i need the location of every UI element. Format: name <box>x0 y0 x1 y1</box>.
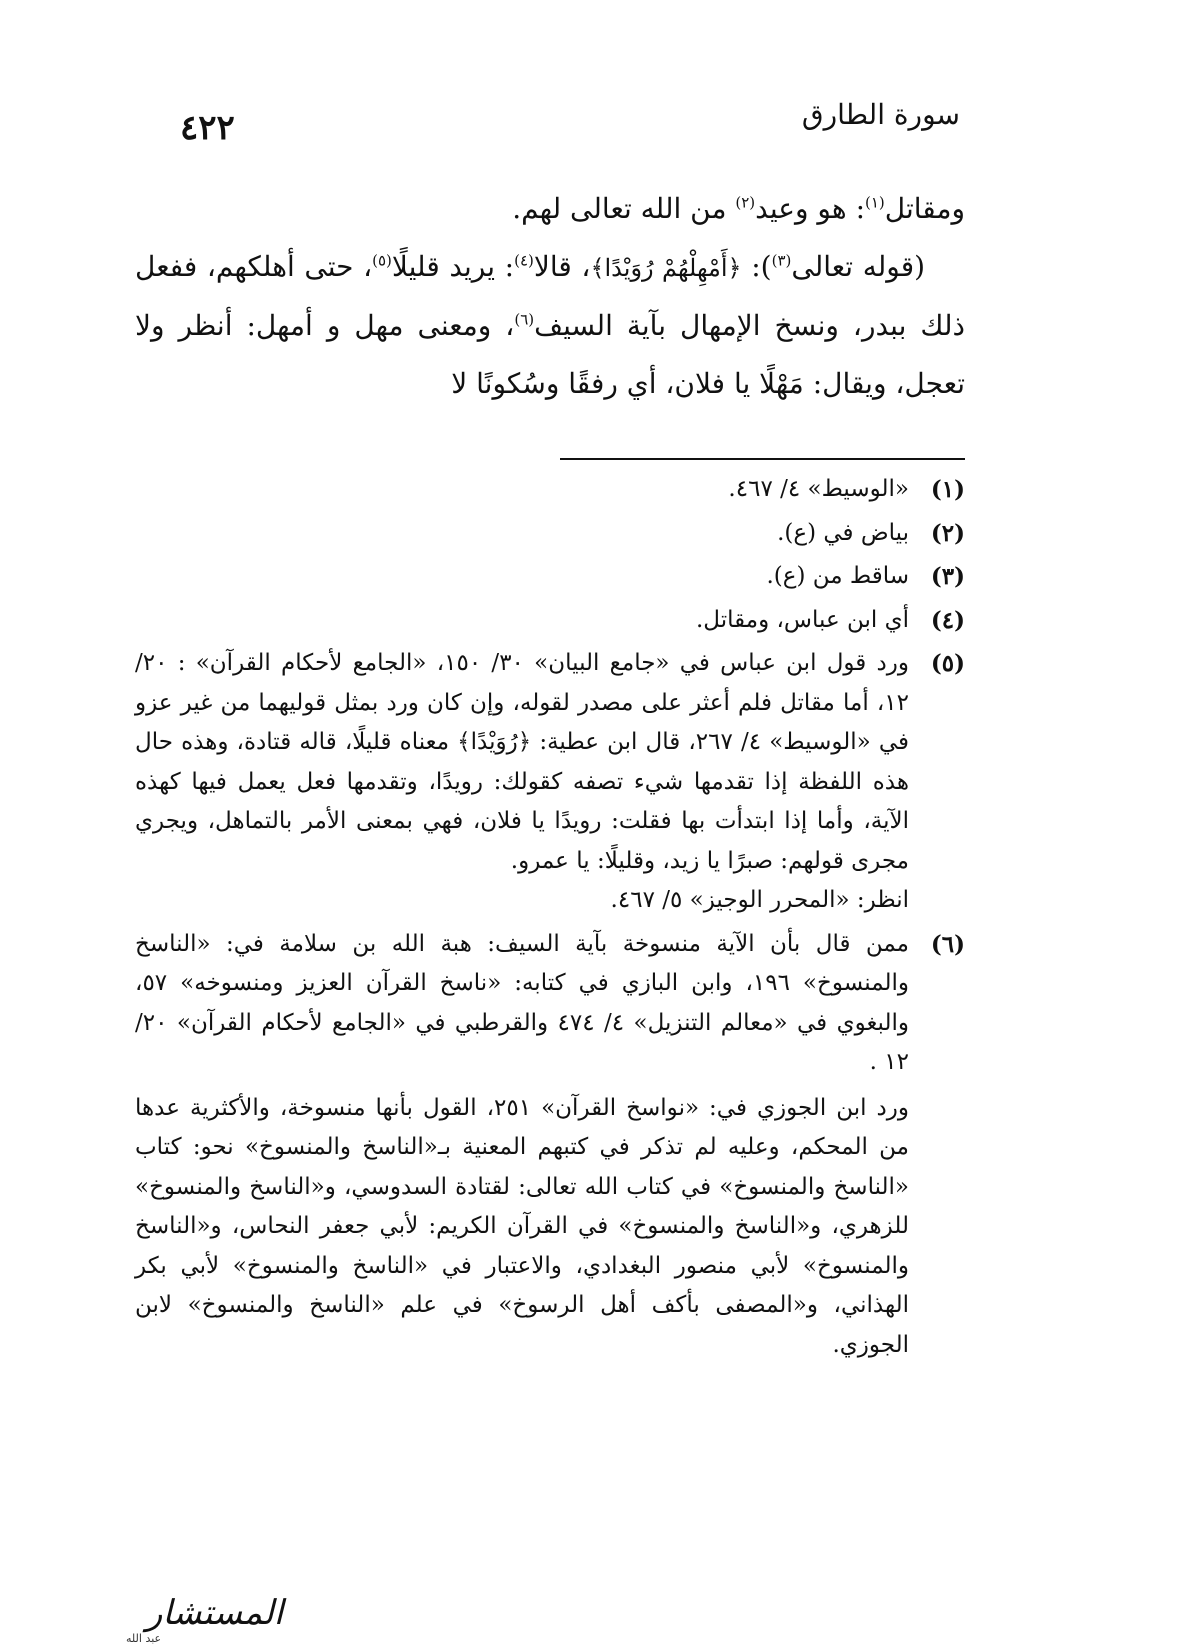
footnote-number: (٣) <box>930 563 965 590</box>
footnote-ref: (٢) <box>735 193 756 212</box>
footnote <box>135 514 965 554</box>
paragraph-2 <box>135 238 965 413</box>
footnote-ref: (٦) <box>514 310 535 329</box>
text-run: ): <box>741 250 772 283</box>
footnote-ref: (٥) <box>372 251 392 270</box>
footnote-continuation: ورد ابن الجوزي في: «نواسخ القرآن» ٢٥١، القول بأنها منسوخة، والأكثرية عدها من المحكم، وعليه لم تذكر في كتبهم المعنية بـ«الناسخ والمنسوخ» نحو: كتاب «الناسخ والمنسوخ» في كتاب الله تعالى: لقتادة السدوسي، و«الناسخ والمنسوخ» للزهري، و«الناسخ والمنسوخ» في القرآن الكريم: لأبي جعفر النحاس، و«الناسخ والمنسوخ» لأبي منصور البغدادي، والاعتبار في «الناسخ والمنسوخ» لأبي بكر الهذاني، و«المصفى بأكف أهل الرسوخ» في علم «الناسخ والمنسوخ» لابن الجوزي. <box>135 1094 909 1358</box>
footnote-text: بياض في (ع). <box>777 519 909 546</box>
footnote-ref: (١) <box>865 193 885 212</box>
footnote <box>135 644 965 921</box>
publisher-logo <box>6 1588 284 1646</box>
paragraph-1 <box>135 180 965 238</box>
page-header <box>180 98 960 148</box>
footnote-text: ممن قال بأن الآية منسوخة بآية السيف: هبة الله بن سلامة في: «الناسخ والمنسوخ» ١٩٦، وابن البازي في كتابه: «ناسخ القرآن العزيز ومنسوخه» ٥٧، والبغوي في «معالم التنزيل» ٤/ ٤٧٤ والقرطبي في «الجامع لأحكام القرآن» ٢٠/ ١٢ . <box>135 930 909 1075</box>
footnote-ref: (٣) <box>771 251 792 270</box>
footnote-number: (١) <box>930 476 965 503</box>
footnote-number: (٢) <box>930 519 965 547</box>
text-run: : يريد قليلًا <box>391 250 515 283</box>
footnote <box>135 601 965 641</box>
quran-verse: ﴿أَمْهِلْهُمْ رُوَيْدًا﴾ <box>590 254 742 282</box>
text-run: ومقاتل <box>884 192 965 225</box>
text-run: ، قالا <box>533 250 591 283</box>
text-run: من الله تعالى لهم. <box>512 192 736 225</box>
text-run: (قوله تعالى <box>791 250 926 283</box>
surah-title: سورة الطارق <box>801 98 960 131</box>
footnote-text: «الوسيط» ٤/ ٤٦٧. <box>728 476 909 502</box>
text-run: : هو وعيد <box>755 192 865 225</box>
footnote-number: (٥) <box>930 650 965 677</box>
footnote <box>135 925 965 1083</box>
footnote-continuation: انظر: «المحرر الوجيز» ٥/ ٤٦٧. <box>610 887 909 913</box>
logo-main-text: المستشار <box>146 1593 284 1633</box>
main-text <box>135 180 965 413</box>
footnote-text: أي ابن عباس، ومقاتل. <box>696 606 909 633</box>
footnote-text: ساقط من (ع). <box>766 563 909 589</box>
footnotes <box>135 470 965 1365</box>
footnote-ref: (٤) <box>514 251 534 270</box>
footnote-divider <box>560 458 965 460</box>
logo-sub-text: عبد الله <box>126 1632 162 1645</box>
text-run: ، ومعنى مهل و أمهل: أنظر ولا تعجل، ويقال: مَهْلًا يا فلان، أي رفقًا وسُكونًا لا <box>135 309 965 400</box>
footnote <box>135 470 965 510</box>
page-number: ٤٢٢ <box>180 108 235 148</box>
footnote-number: (٤) <box>930 606 965 634</box>
footnote-number: (٦) <box>930 930 965 958</box>
footnote <box>135 557 965 597</box>
footnote-text: ورد قول ابن عباس في «جامع البيان» ٣٠/ ١٥٠، «الجامع لأحكام القرآن» : ٢٠/ ١٢، أما مقاتل فلم أعثر على مصدر لقوله، وإن كان ورد بمثل قوليهما من غير عزو في «الوسيط» ٤/ ٢٦٧، قال ابن عطية: ﴿رُوَيْدًا﴾ معناه قليلًا، قاله قتادة، وهذه حال هذه اللفظة إذا تقدمها شيء تصفه كقولك: رويدًا، وتقدمها فعل يعمل فيها كهذه الآية، وأما إذا ابتدأت بها فقلت: رويدًا يا فلان، فهي بمعنى الأمر بالتماهل، ويجري مجرى قولهم: صبرًا يا زيد، وقليلًا: يا عمرو. <box>135 650 909 874</box>
text-run: ، حتى أهلكهم، ففعل ذلك ببدر، ونسخ الإمهال بآية السيف <box>135 250 966 342</box>
